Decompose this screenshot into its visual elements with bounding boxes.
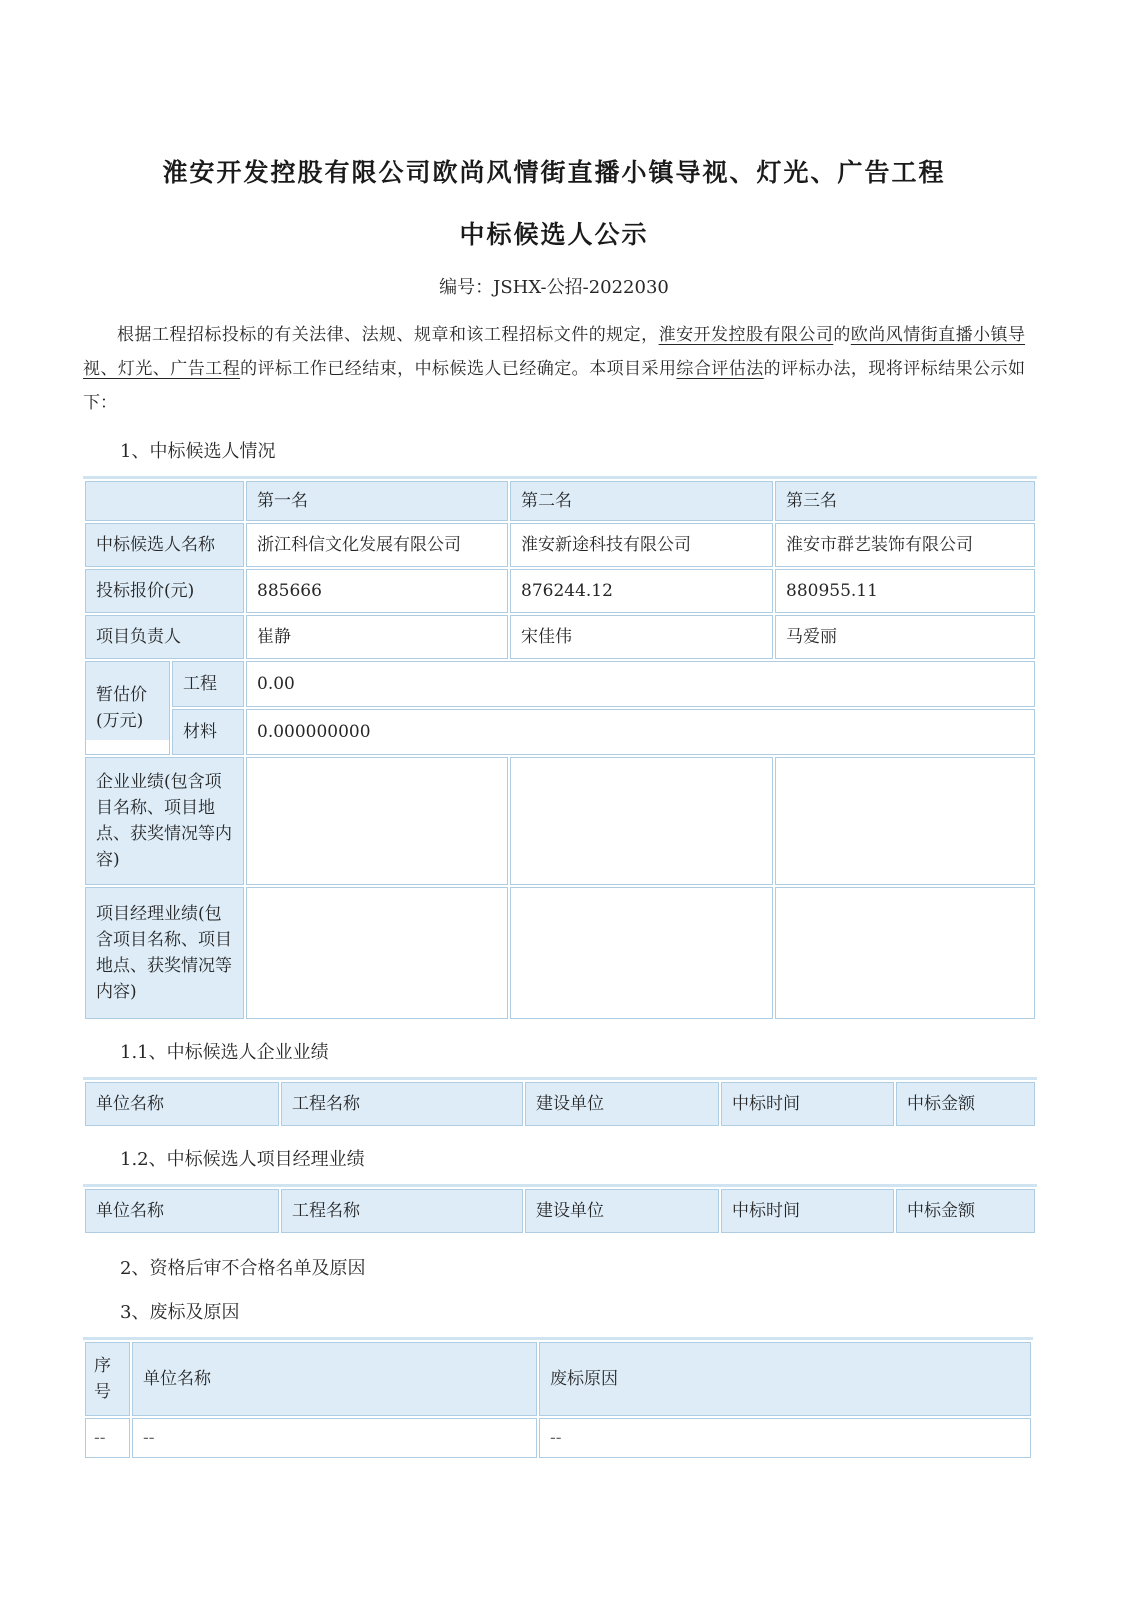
candidates-table: [83, 476, 1037, 1021]
company-performance-2-cell: [510, 757, 773, 885]
section-1-2-heading: 1.2、中标候选人项目经理业绩: [120, 1149, 365, 1170]
manager-performance-3-cell: [775, 887, 1035, 1019]
candidate-name-label-cell: 中标候选人名称: [85, 523, 244, 567]
unit-name-header-cell: 单位名称: [132, 1342, 537, 1416]
rank-3-header-cell: 第三名: [775, 481, 1035, 521]
bid-price-3-cell: 880955.11: [775, 569, 1035, 613]
award-amount-header-cell: 中标金额: [896, 1082, 1035, 1126]
rank-2-header-cell: 第二名: [510, 481, 773, 521]
candidate-name-1-cell: 浙江科信文化发展有限公司: [246, 523, 508, 567]
construction-unit-header-cell: 建设单位: [525, 1082, 719, 1126]
company-performance-3-cell: [775, 757, 1035, 885]
estimate-label-cell: 暂估价(万元): [85, 661, 170, 755]
section-2-heading: 2、资格后审不合格名单及原因: [120, 1258, 366, 1279]
manager-performance-2-cell: [510, 887, 773, 1019]
manager-performance-header-row: [85, 1189, 1035, 1233]
estimate-material-value-cell: 0.000000000: [246, 709, 1035, 755]
intro-method-underlined: 综合评估法: [676, 359, 764, 379]
corner-empty-cell: [85, 481, 244, 521]
project-manager-label-cell: 项目负责人: [85, 615, 244, 659]
manager-performance-1-cell: [246, 887, 508, 1019]
rejection-reason-cell: --: [539, 1418, 1031, 1458]
company-performance-row: [85, 757, 1035, 885]
project-name-header-cell: 工程名称: [281, 1189, 523, 1233]
estimate-engineering-row: [85, 661, 1035, 707]
company-performance-table: [83, 1077, 1037, 1128]
estimate-engineering-value-cell: 0.00: [246, 661, 1035, 707]
document-content: [83, 0, 1025, 1460]
intro-seg4: 的评标办法，现将评标结果公示如下：: [83, 359, 1026, 413]
intro-company-underlined: 淮安开发控股有限公司: [658, 325, 834, 345]
intro-project-underlined: 欧尚风情街直播小镇导视、灯光、广告工程: [83, 325, 1026, 379]
project-manager-1-cell: 崔静: [246, 615, 508, 659]
company-performance-label-cell: 企业业绩(包含项目名称、项目地点、获奖情况等内容): [85, 757, 244, 885]
construction-unit-header-cell: 建设单位: [525, 1189, 719, 1233]
doc-number: 编号：JSHX-公招-2022030: [439, 277, 669, 298]
rejection-reason-header-cell: 废标原因: [539, 1342, 1031, 1416]
section-3-heading: 3、废标及原因: [120, 1302, 240, 1323]
project-manager-3-cell: 马爱丽: [775, 615, 1035, 659]
doc-title-line2: 中标候选人公示: [459, 220, 649, 249]
doc-title-line1: 淮安开发控股有限公司欧尚风情街直播小镇导视、灯光、广告工程: [162, 158, 946, 187]
estimate-material-label-cell: 材料: [172, 709, 244, 755]
bid-price-row: [85, 569, 1035, 613]
unit-name-cell: --: [132, 1418, 537, 1458]
award-amount-header-cell: 中标金额: [896, 1189, 1035, 1233]
award-time-header-cell: 中标时间: [721, 1189, 894, 1233]
rejected-bids-header-row: [85, 1342, 1031, 1416]
intro-paragraph: [83, 318, 1025, 420]
project-manager-row: [85, 615, 1035, 659]
bid-price-label-cell: 投标报价(元): [85, 569, 244, 613]
estimate-material-row: [85, 709, 1035, 755]
company-performance-header-row: [85, 1082, 1035, 1126]
section-1-1-heading: 1.1、中标候选人企业业绩: [120, 1042, 329, 1063]
bid-price-2-cell: 876244.12: [510, 569, 773, 613]
manager-performance-table: [83, 1184, 1037, 1235]
serial-number-cell: --: [85, 1418, 130, 1458]
serial-number-header-cell: 序号: [85, 1342, 130, 1416]
manager-performance-label-cell: 项目经理业绩(包含项目名称、项目地点、获奖情况等内容): [85, 887, 244, 1019]
rejected-bids-data-row: [85, 1418, 1031, 1458]
unit-name-header-cell: 单位名称: [85, 1189, 279, 1233]
intro-seg1: 根据工程招标投标的有关法律、法规、规章和该工程招标文件的规定，: [117, 325, 659, 345]
unit-name-header-cell: 单位名称: [85, 1082, 279, 1126]
candidate-name-2-cell: 淮安新途科技有限公司: [510, 523, 773, 567]
intro-seg3: 的评标工作已经结束，中标候选人已经确定。本项目采用: [240, 359, 677, 379]
award-time-header-cell: 中标时间: [721, 1082, 894, 1126]
candidates-header-row: [85, 481, 1035, 521]
intro-seg2: 的: [833, 325, 851, 345]
section-1-heading: 1、中标候选人情况: [120, 441, 276, 462]
project-manager-2-cell: 宋佳伟: [510, 615, 773, 659]
rank-1-header-cell: 第一名: [246, 481, 508, 521]
candidate-name-row: [85, 523, 1035, 567]
company-performance-1-cell: [246, 757, 508, 885]
rejected-bids-table: [83, 1337, 1033, 1460]
candidate-name-3-cell: 淮安市群艺装饰有限公司: [775, 523, 1035, 567]
bid-price-1-cell: 885666: [246, 569, 508, 613]
project-name-header-cell: 工程名称: [281, 1082, 523, 1126]
estimate-engineering-label-cell: 工程: [172, 661, 244, 707]
manager-performance-row: [85, 887, 1035, 1019]
